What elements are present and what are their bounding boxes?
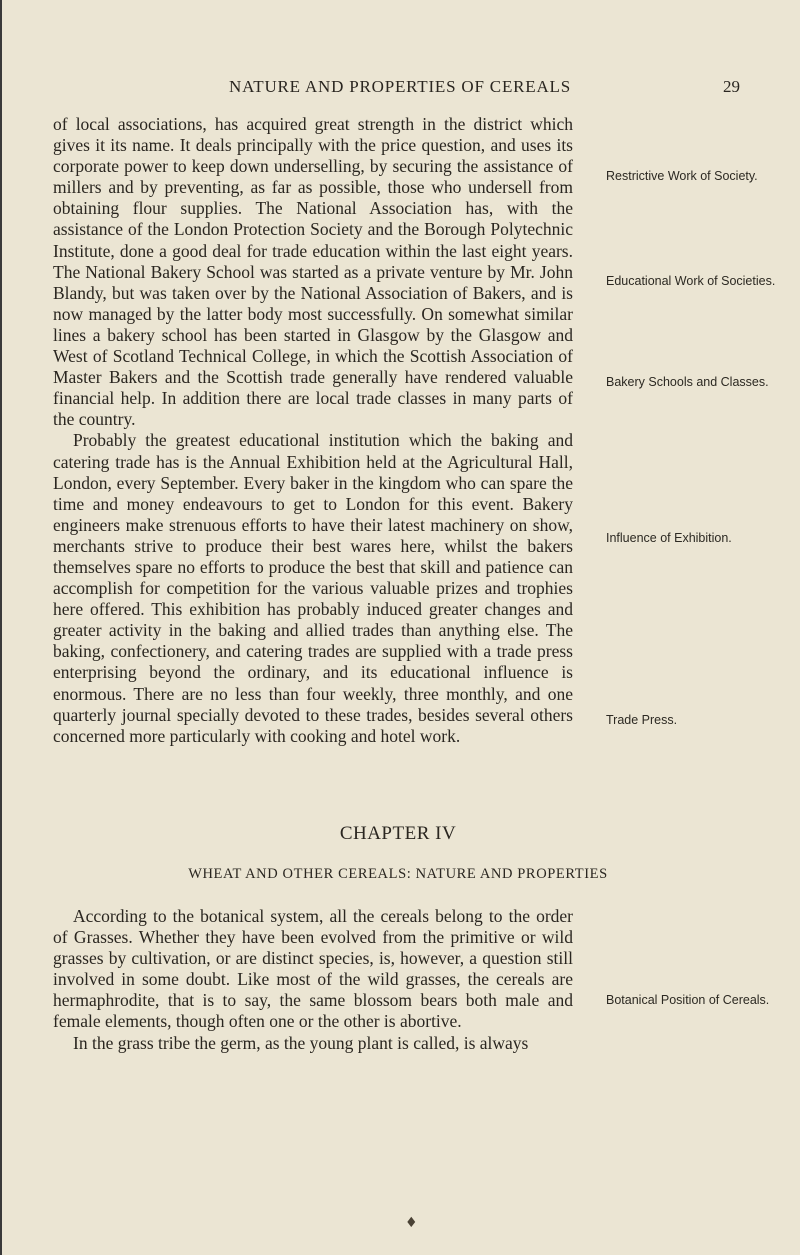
page-edge [0, 0, 2, 1255]
margin-note-botanical-position: Botanical Position of Cereals. [606, 993, 770, 1007]
margin-note-restrictive-work: Restrictive Work of Society. [606, 169, 758, 183]
page-header [60, 77, 740, 101]
paragraph-exhibition: Probably the greatest educational institution which the baking and catering trade has is the Annual Exhibition held at the Agricultural Hall, London, every September. Every baker in the kingdom who can spare the time and money endeavours to get to London for this event. Bakery engineers make strenuous efforts to have their latest machinery on show, merchants strive to produce their best wares here, whilst the bakers themselves spare no efforts to produce the best that skill and patience can accomplish for competition for the various valuable prizes and trophies here offered. This exhibition has probably induced greater changes and greater activity in the baking and allied trades than anything else. The baking, confectionery, and catering trades are supplied with a trade press enterprising beyond the ordinary, and its educational influence is enormous. There are no less than four weekly, three monthly, and one quarterly journal specially devoted to these trades, besides several others concerned more particularly with cooking and hotel work. [53, 430, 573, 746]
margin-note-bakery-schools: Bakery Schools and Classes. [606, 375, 769, 389]
paragraph-local-associations: of local associations, has acquired great strength in the district which gives it its name. It deals principally with the price question, and uses its corporate power to keep down underselling, by securing the assistance of millers and by preventing, as far as possible, those who undersell from obtaining flour supplies. The National Association has, with the assistance of the London Protection Society and the Borough Polytechnic Institute, done a good deal for trade education within the last eight years. The National Bakery School was started as a private venture by Mr. John Blandy, but was taken over by the National Association of Bakers, and is now managed by the latter body most successfully. On somewhat similar lines a bakery school has been started in Glasgow by the Glasgow and West of Scotland Technical College, in which the Scottish Association of Master Bakers and the Scottish trade generally have rendered valuable financial help. In addition there are local trade classes in many parts of the country. [53, 114, 573, 430]
chapter-title: CHAPTER IV [339, 823, 457, 844]
running-title: NATURE AND PROPERTIES OF CEREALS [229, 77, 571, 96]
printer-mark-icon: ♦ [405, 1215, 418, 1231]
margin-note-influence-exhibition: Influence of Exhibition. [606, 531, 732, 545]
paragraph-grass-tribe: In the grass tribe the germ, as the young plant is called, is always [73, 1032, 529, 1053]
margin-note-educational-work: Educational Work of Societies. [606, 274, 776, 288]
chapter-subtitle: WHEAT AND OTHER CEREALS: NATURE AND PROPERTIES [188, 866, 608, 882]
paragraph-botanical: According to the botanical system, all the cereals belong to the order of Grasses. Whether they have been evolved from the primitive or wild grasses by cultivation, or are distinct species, is, however, a question still involved in some doubt. Like most of the wild grasses, the cereals are hermaphrodite, that is to say, the same blossom bears both male and female elements, though often one or the other is abortive. [53, 906, 573, 1032]
section-2-text [53, 906, 573, 1054]
page-number: 29 [723, 77, 740, 96]
margin-note-trade-press: Trade Press. [606, 713, 678, 727]
section-1-text [53, 114, 573, 747]
